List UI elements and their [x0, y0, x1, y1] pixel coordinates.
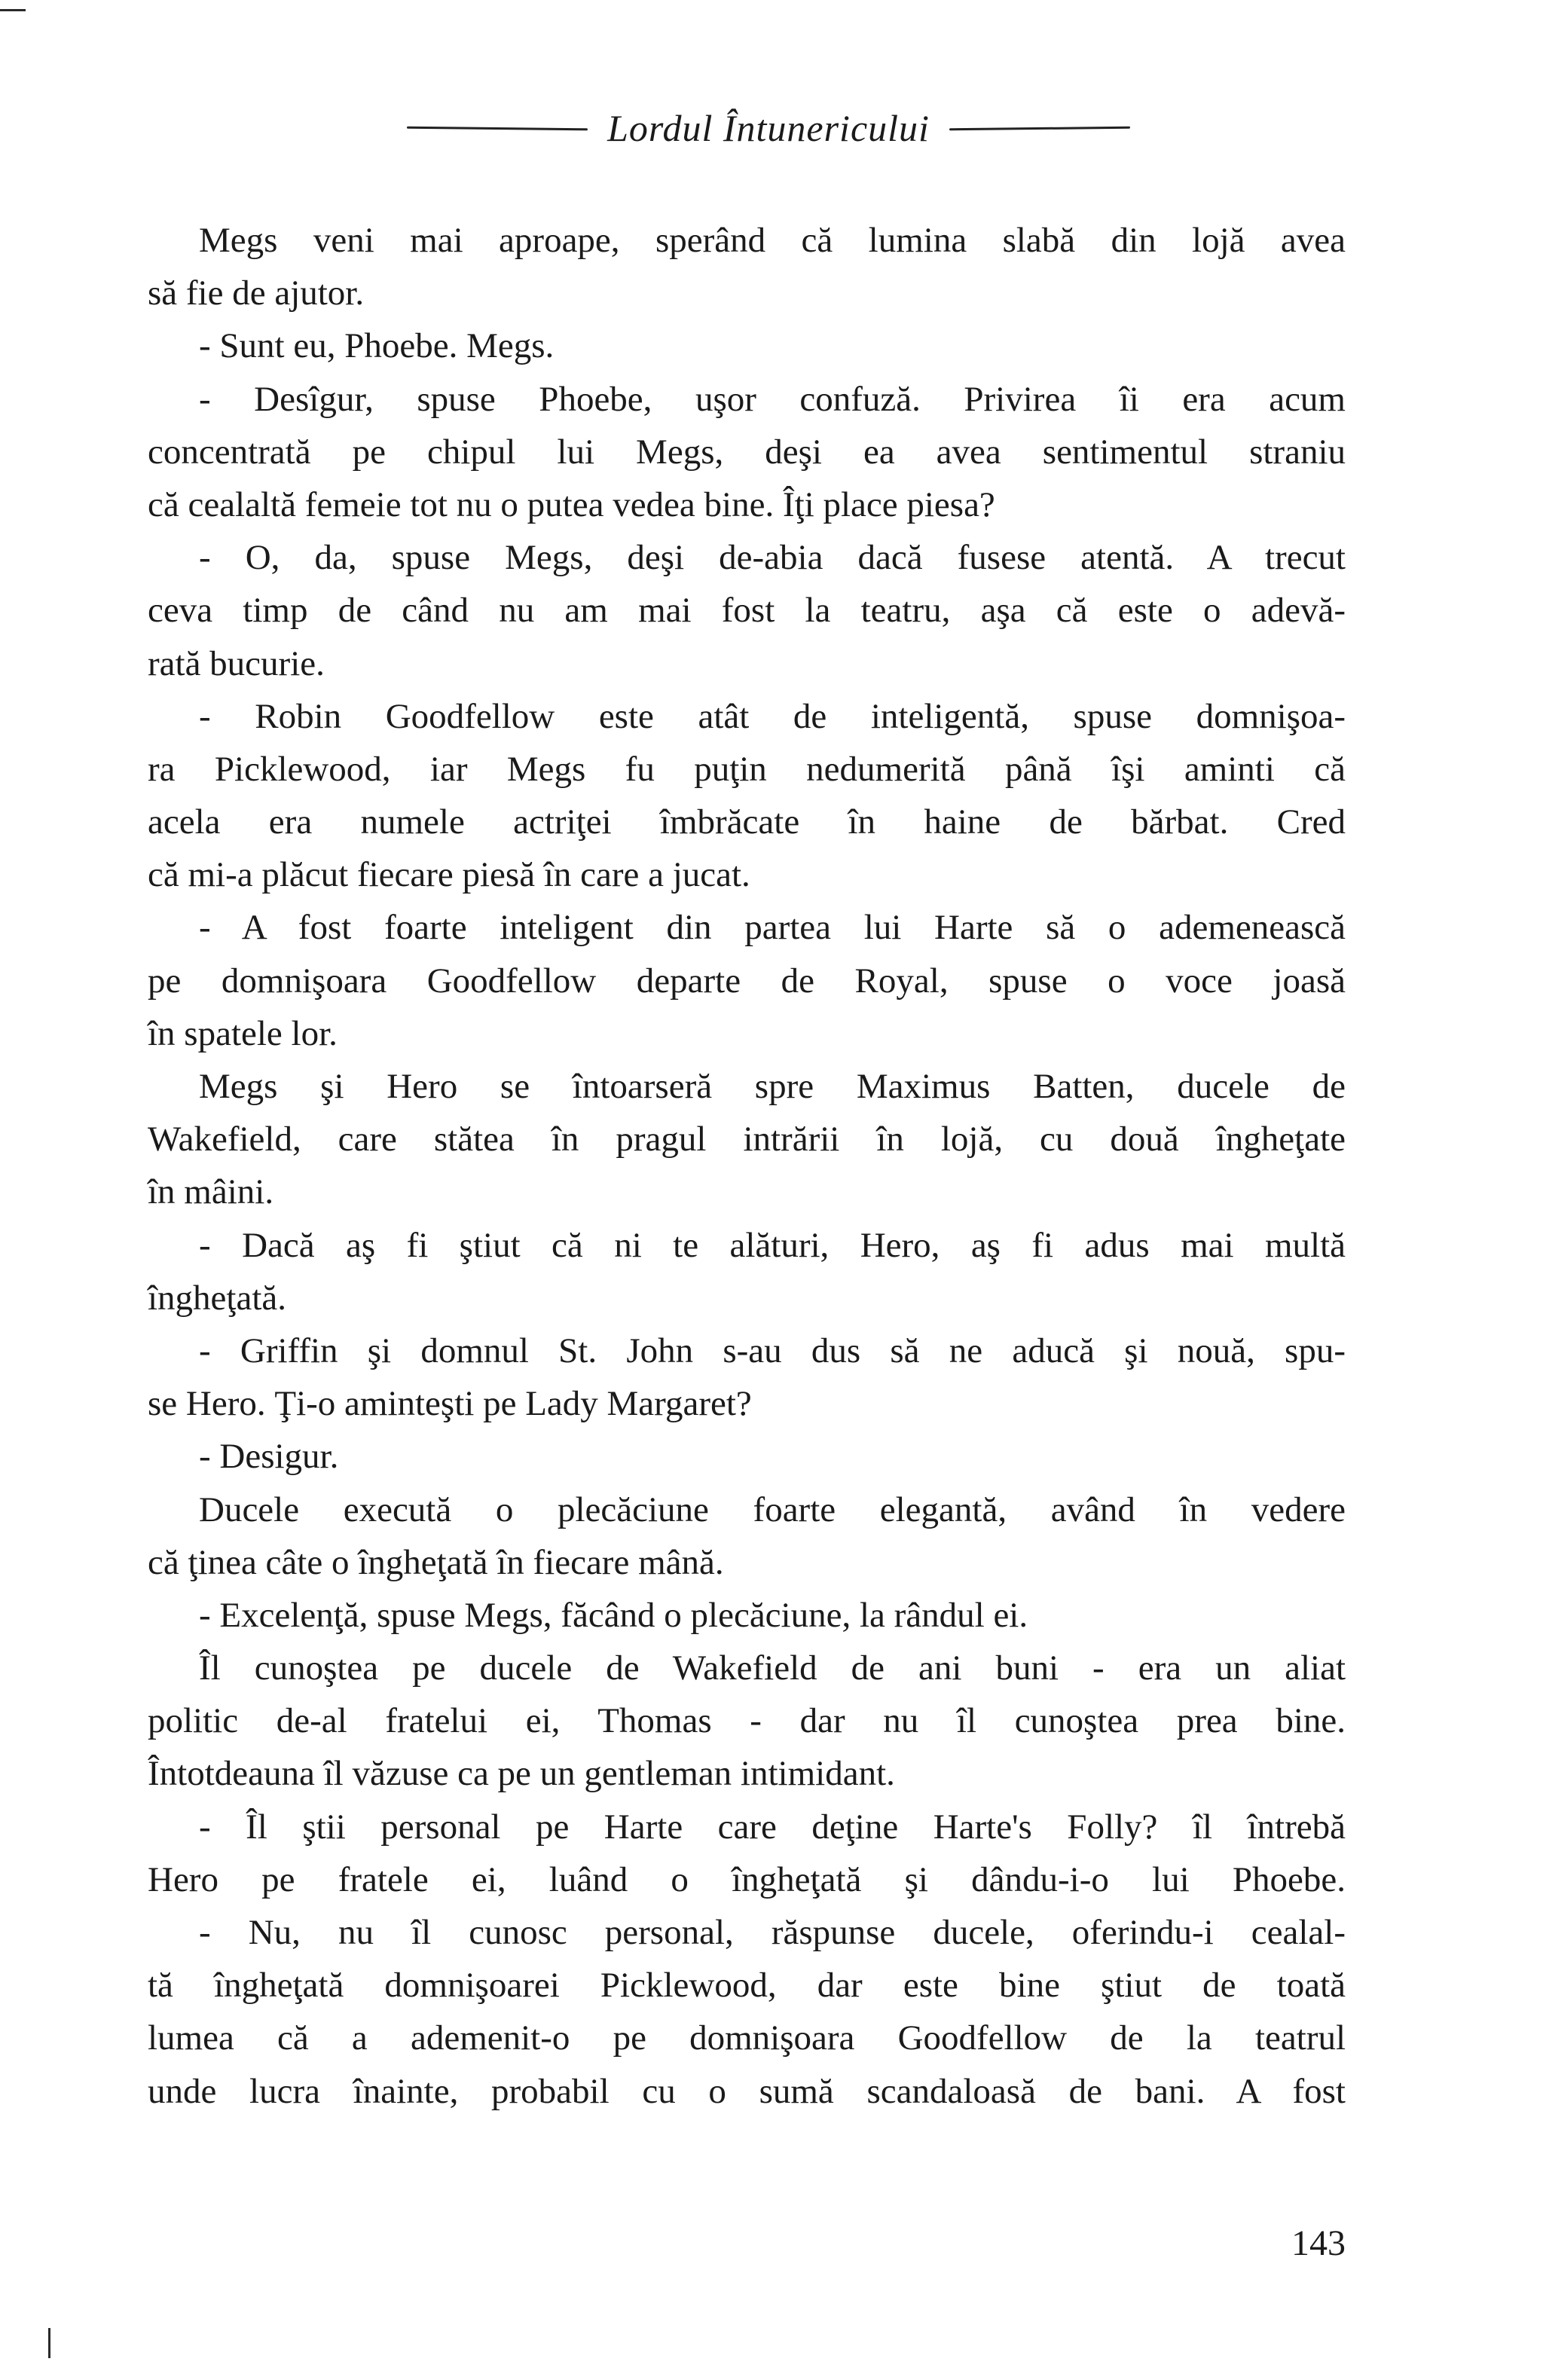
text-line: - Desigur. [199, 1437, 339, 1477]
text-line: Îl cunoştea pe ducele de Wakefield de ani buni - era un aliat [199, 1648, 1346, 1688]
header-rule-left [407, 126, 588, 130]
text-line: - Robin Goodfellow este atât de inteligentă, spuse domnişoa- [199, 696, 1346, 736]
text-line: - Dacă aş fi ştiut că ni te alături, Hero, aş fi adus mai multă [199, 1225, 1346, 1265]
text-line: Întotdeauna îl văzuse ca pe un gentleman intimidant. [148, 1754, 895, 1794]
text-line: - Îl ştii personal pe Harte care deţine Harte's Folly? îl întrebă [199, 1807, 1346, 1847]
text-line: - Nu, nu îl cunosc personal, răspunse ducele, oferindu-i cealal- [199, 1913, 1346, 1952]
text-line: că ţinea câte o îngheţată în fiecare mână. [148, 1542, 724, 1582]
text-line: acela era numele actriţei îmbrăcate în haine de bărbat. Cred [148, 802, 1346, 842]
text-line: în spatele lor. [148, 1013, 338, 1053]
text-line: Ducele execută o plecăciune foarte elegantă, având în vedere [199, 1489, 1346, 1529]
text-line: îngheţată. [148, 1278, 287, 1318]
text-line: că mi-a plăcut fiecare piesă în care a jucat. [148, 855, 750, 895]
text-line: ceva timp de când nu am mai fost la teatru, aşa că este o adevă- [148, 591, 1346, 631]
running-header [332, 90, 1205, 166]
text-line: - O, da, spuse Megs, deşi de-abia dacă fusese atentă. A trecut [199, 538, 1346, 578]
text-line: politic de-al fratelui ei, Thomas - dar nu îl cunoştea prea bine. [148, 1701, 1346, 1741]
text-line: concentrată pe chipul lui Megs, deşi ea avea sentimentul straniu [148, 432, 1346, 472]
text-line: rată bucurie. [148, 643, 325, 683]
crop-mark-top [0, 9, 26, 11]
text-line: se Hero. Ţi-o aminteşti pe Lady Margaret? [148, 1384, 752, 1424]
text-line: - Desîgur, spuse Phoebe, uşor confuză. Privirea îi era acum [199, 379, 1346, 419]
text-line: - A fost foarte inteligent din partea lui Harte să o ademenească [199, 908, 1346, 948]
running-title: Lordul Întunericului [607, 107, 930, 149]
text-line: lumea că a ademenit-o pe domnişoara Goodfellow de la teatrul [148, 2018, 1346, 2058]
text-line: pe domnişoara Goodfellow departe de Royal, spuse o voce joasă [148, 961, 1346, 1001]
text-line: Megs şi Hero se întoarseră spre Maximus Batten, ducele de [199, 1067, 1346, 1106]
page-number: 143 [1291, 2223, 1346, 2263]
crop-mark-bottom [48, 2328, 50, 2358]
text-line: ra Picklewood, iar Megs fu puţin nedumerită până îşi aminti că [148, 749, 1346, 789]
text-line: că cealaltă femeie tot nu o putea vedea bine. Îţi place piesa? [148, 484, 995, 524]
text-line: tă îngheţată domnişoarei Picklewood, dar este bine ştiut de toată [148, 1966, 1346, 2006]
text-line: Wakefield, care stătea în pragul intrării în lojă, cu două îngheţate [148, 1120, 1346, 1159]
text-line: - Excelenţă, spuse Megs, făcând o plecăciune, la rândul ei. [199, 1595, 1028, 1635]
text-line: Hero pe fratele ei, luând o îngheţată şi dându-i-o lui Phoebe. [148, 1859, 1346, 1899]
text-line: să fie de ajutor. [148, 273, 365, 313]
text-line: în mâini. [148, 1172, 274, 1212]
text-line: - Sunt eu, Phoebe. Megs. [199, 326, 555, 366]
header-rule-right [949, 126, 1130, 130]
text-line: unde lucra înainte, probabil cu o sumă scandaloasă de bani. A fost [148, 2071, 1346, 2111]
text-line: - Griffin şi domnul St. John s-au dus să ne aducă şi nouă, spu- [199, 1331, 1346, 1370]
text-line: Megs veni mai aproape, sperând că lumina slabă din lojă avea [199, 221, 1346, 260]
body-text [148, 214, 1346, 2118]
